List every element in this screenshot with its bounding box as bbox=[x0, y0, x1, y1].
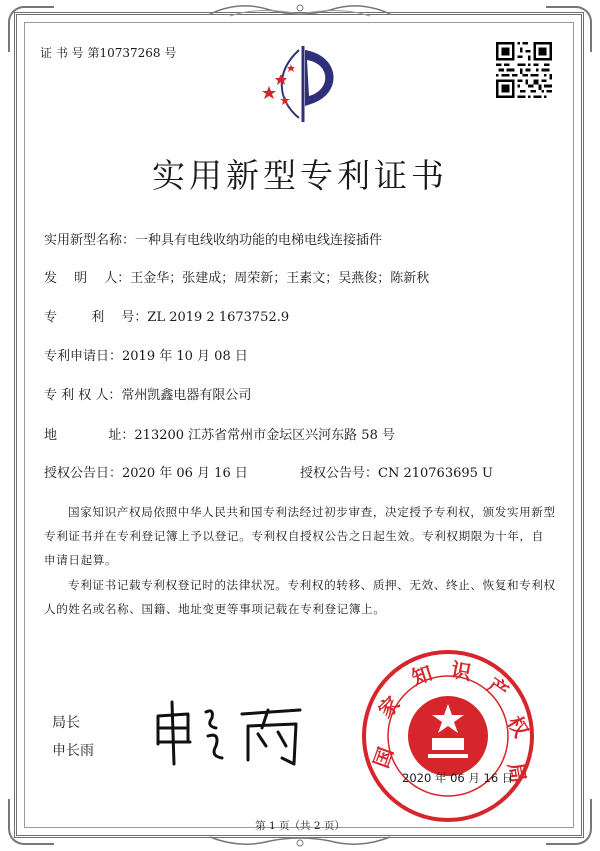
handwritten-signature bbox=[150, 698, 310, 770]
patentee: 常州凯鑫电器有限公司 bbox=[121, 388, 252, 403]
inventors: 王金华；张建成；周荣新；王素文；吴燕俊；陈新秋 bbox=[130, 271, 430, 286]
cnipa-logo bbox=[255, 42, 345, 124]
field-label: 地 址： bbox=[44, 428, 135, 443]
svg-text:识: 识 bbox=[449, 657, 474, 685]
official-seal bbox=[360, 648, 536, 824]
field-label: 专 利 权 人： bbox=[44, 388, 122, 403]
top-ornament bbox=[200, 0, 400, 20]
seal-date: 2020 年 06 月 16 日 bbox=[402, 771, 514, 785]
director-name: 申长雨 bbox=[52, 743, 94, 759]
utility-model-name-row bbox=[44, 229, 382, 248]
certificate-title: 实用新型专利证书 bbox=[152, 156, 448, 195]
bottom-ornament bbox=[200, 833, 400, 851]
field-label: 专利申请日： bbox=[44, 349, 123, 364]
utility-model-name: 一种具有电线收纳功能的电梯电线连接插件 bbox=[135, 233, 383, 248]
filing-date: 2019 年 10 月 08 日 bbox=[122, 349, 248, 364]
address-row bbox=[44, 424, 395, 443]
qr-code bbox=[496, 42, 552, 98]
address: 213200 江苏省常州市金坛区兴河东路 58 号 bbox=[134, 428, 395, 443]
field-label: 实用新型名称： bbox=[44, 233, 136, 248]
inventor-row bbox=[44, 267, 429, 286]
patent-number-row bbox=[44, 306, 289, 325]
legal-status-paragraph: 专利证书记载专利权登记时的法律状况。专利权的转移、质押、无效、终止、恢复和专利权人的姓名或名称、国籍、地址变更等事项记载在专利登记簿上。 bbox=[44, 578, 556, 616]
grant-number-row bbox=[300, 462, 493, 481]
director-title: 局长 bbox=[52, 715, 80, 731]
svg-text:国: 国 bbox=[368, 744, 399, 772]
grant-statement-paragraph: 国家知识产权局依照中华人民共和国专利法经过初步审查，决定授予专利权，颁发实用新型专利证书并在专利登记簿上予以登记。专利权自授权公告之日起生效。专利权期限为十年，自申请日起算。 bbox=[44, 505, 556, 567]
page-number: 第 1 页（共 2 页） bbox=[255, 820, 345, 832]
patentee-row bbox=[44, 384, 251, 403]
svg-text:知: 知 bbox=[408, 660, 436, 690]
grant-date-row bbox=[44, 462, 248, 481]
field-label: 授权公告日： bbox=[44, 466, 123, 481]
svg-text:家: 家 bbox=[373, 691, 405, 723]
patent-number: ZL 2019 2 1673752.9 bbox=[147, 310, 290, 325]
svg-text:权: 权 bbox=[502, 711, 534, 742]
grant-date: 2020 年 06 月 16 日 bbox=[122, 466, 248, 481]
grant-number: CN 210763695 U bbox=[378, 466, 493, 481]
field-label: 专 利 号： bbox=[44, 310, 148, 325]
field-label: 授权公告号： bbox=[300, 466, 379, 481]
field-label: 发 明 人： bbox=[44, 271, 131, 286]
svg-text:局: 局 bbox=[503, 760, 531, 785]
filing-date-row bbox=[44, 345, 248, 364]
svg-text:产: 产 bbox=[482, 672, 514, 704]
certificate-number: 证 书 号 第10737268 号 bbox=[40, 46, 177, 60]
corner-ornament bbox=[546, 6, 592, 52]
